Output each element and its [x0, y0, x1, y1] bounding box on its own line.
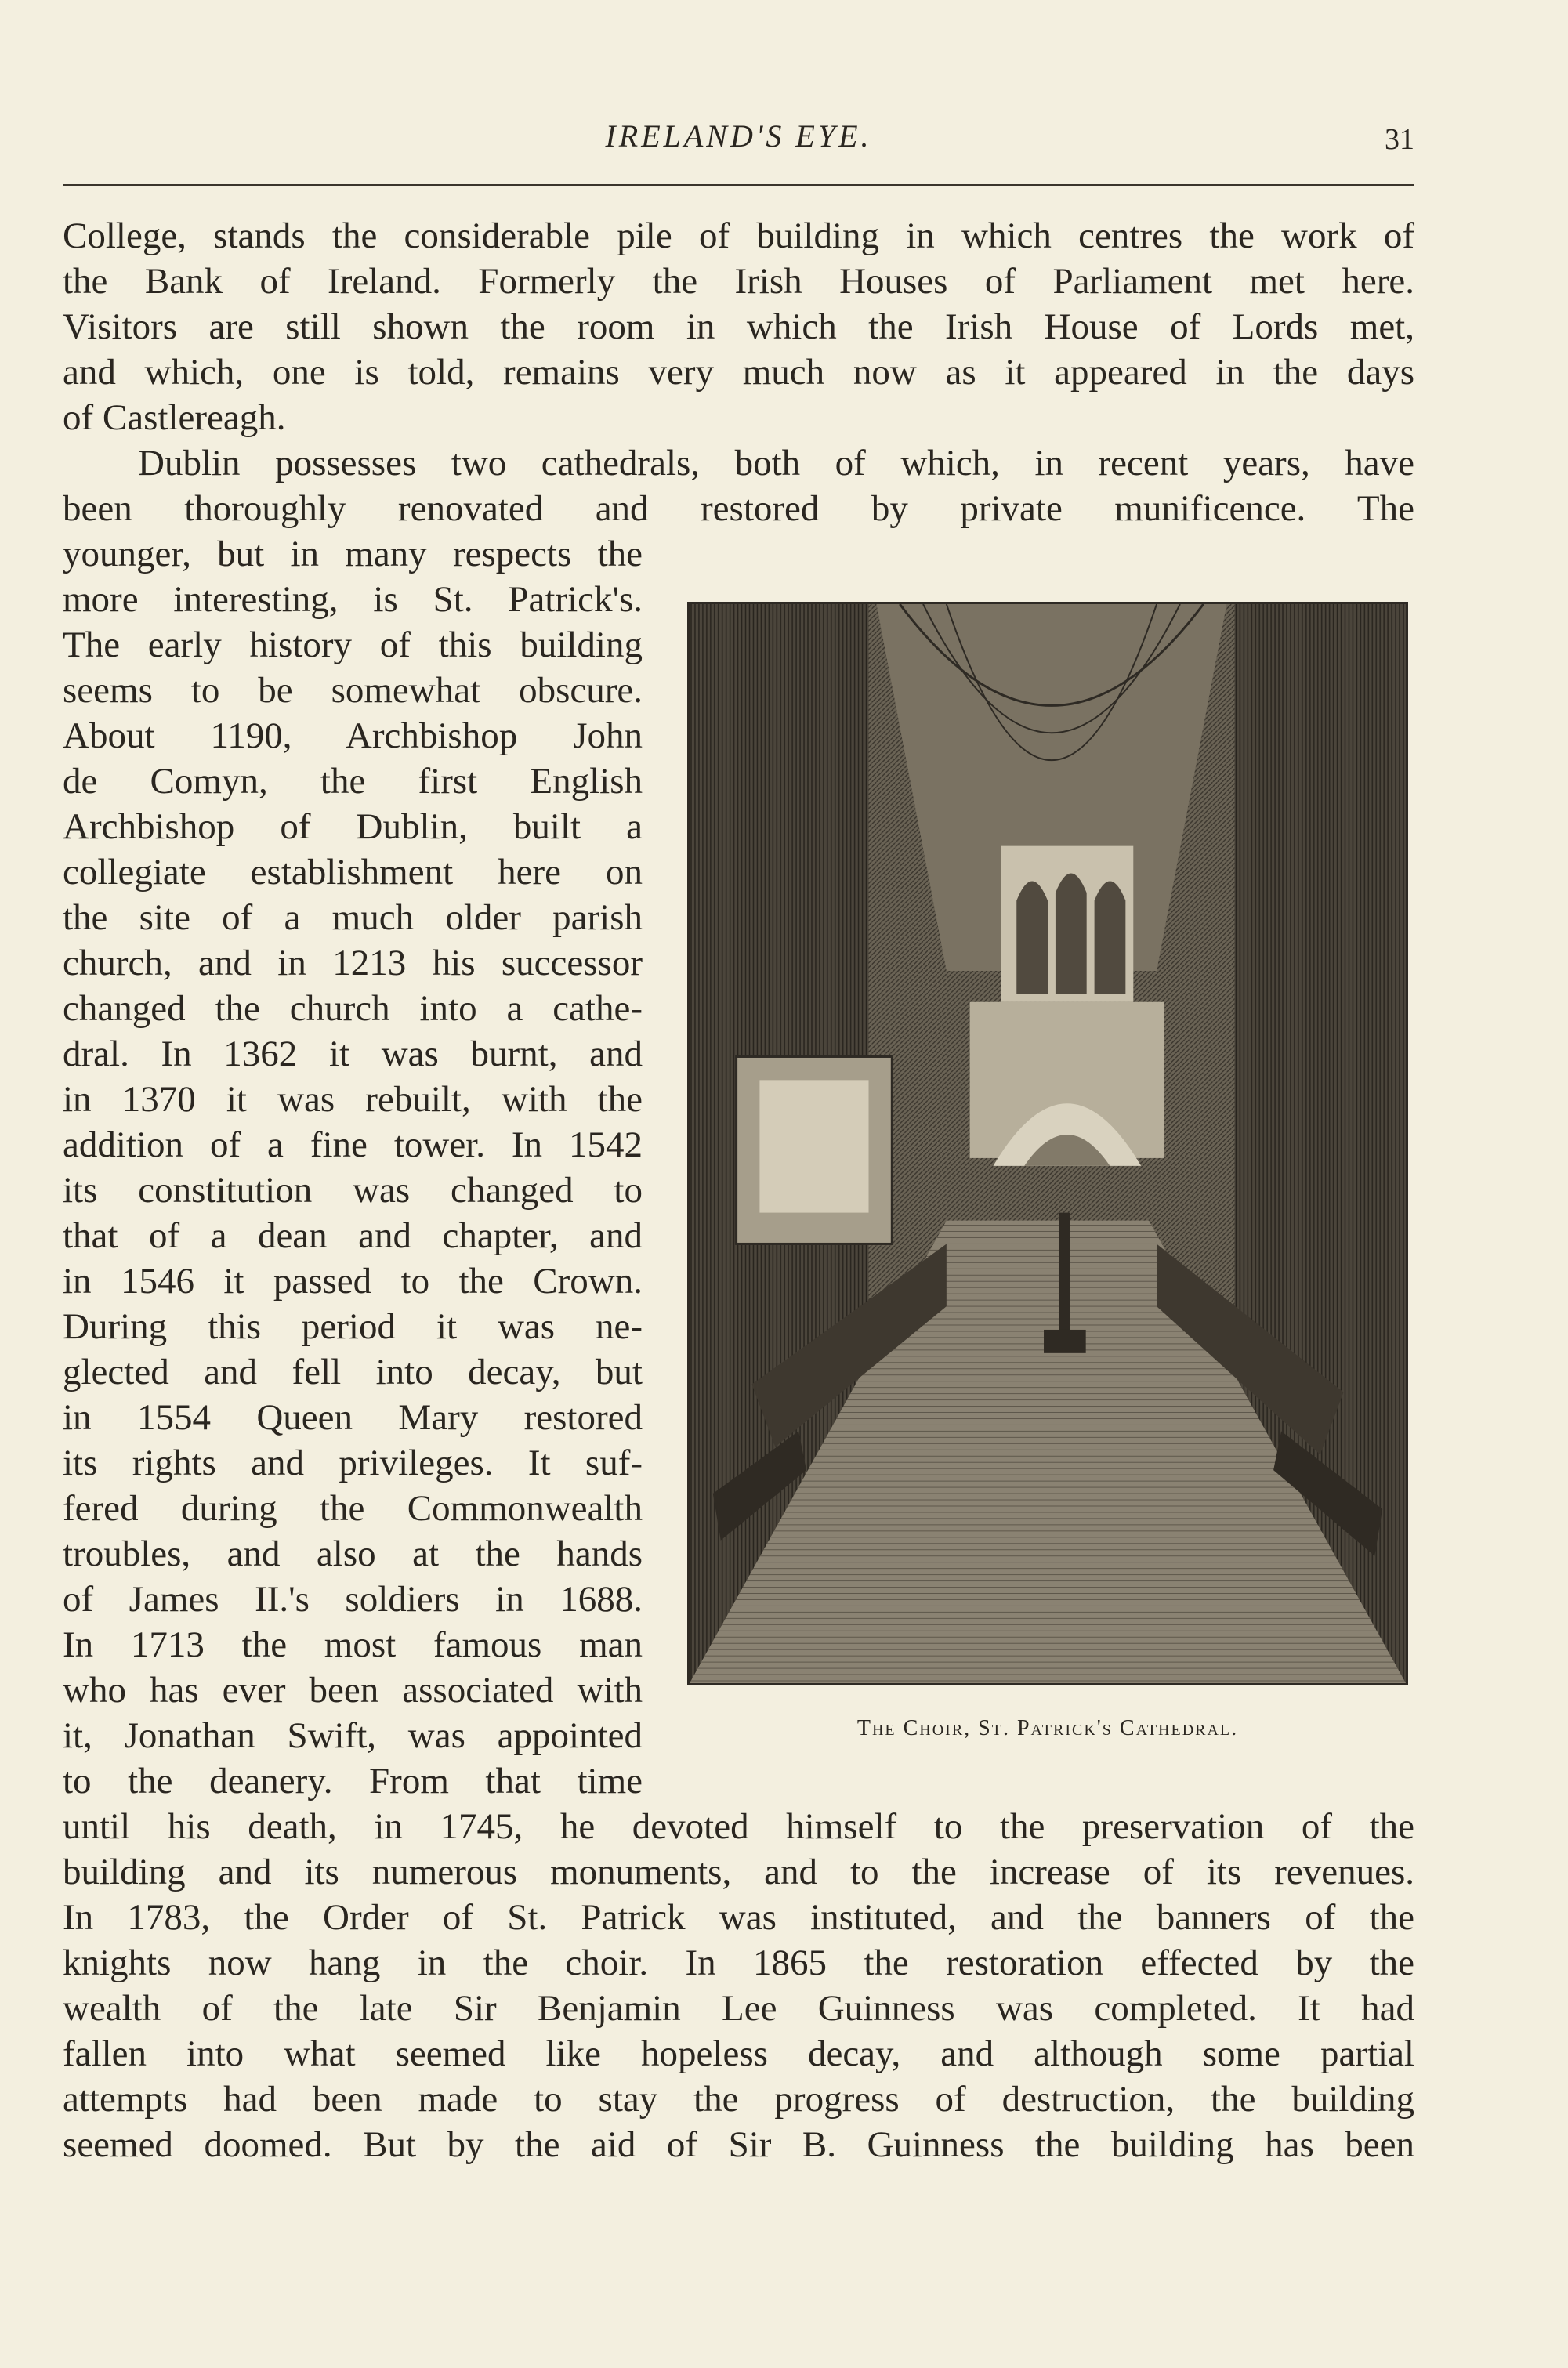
header-rule	[63, 184, 1414, 186]
text-line: the site of a much older parish	[63, 897, 643, 938]
text-line: building and its numerous monuments, and to the increase of its revenues.	[63, 1852, 1414, 1892]
text-line: In 1783, the Order of St. Patrick was instituted, and the banners of the	[63, 1897, 1414, 1938]
text-line: glected and fell into decay, but	[63, 1352, 643, 1392]
text-line: dral. In 1362 it was burnt, and	[63, 1034, 643, 1074]
text-line: collegiate establishment here on	[63, 852, 643, 893]
text-line: seemed doomed. But by the aid of Sir B. Guinness the building has been	[63, 2124, 1414, 2165]
text-line: Archbishop of Dublin, built a	[63, 806, 643, 847]
text-line: and which, one is told, remains very much now as it appeared in the days	[63, 352, 1414, 393]
text-line: College, stands the considerable pile of building in which centres the work of	[63, 215, 1414, 256]
text-line: until his death, in 1745, he devoted himself to the preservation of the	[63, 1806, 1414, 1847]
page-number: 31	[1385, 123, 1414, 156]
text-line: to the deanery. From that time	[63, 1761, 643, 1801]
text-line: younger, but in many respects the	[63, 534, 643, 574]
text-line: in 1370 it was rebuilt, with the	[63, 1079, 643, 1120]
text-line: more interesting, is St. Patrick's.	[63, 579, 643, 620]
page-header	[63, 118, 1414, 165]
text-line: fallen into what seemed like hopeless decay, and although some partial	[63, 2033, 1414, 2074]
choir-illustration	[690, 604, 1406, 1683]
text-line: fered during the Commonwealth	[63, 1488, 643, 1529]
text-line: seems to be somewhat obscure.	[63, 670, 643, 711]
text-line: of James II.'s soldiers in 1688.	[63, 1579, 643, 1620]
text-line: its rights and privileges. It suf-	[63, 1443, 643, 1483]
text-line: knights now hang in the choir. In 1865 the restoration effected by the	[63, 1943, 1414, 1983]
text-line: it, Jonathan Swift, was appointed	[63, 1715, 643, 1756]
text-line: troubles, and also at the hands	[63, 1533, 643, 1574]
text-line: Visitors are still shown the room in which the Irish House of Lords met,	[63, 306, 1414, 347]
text-line: of Castlereagh.	[63, 397, 286, 438]
text-line: that of a dean and chapter, and	[63, 1215, 643, 1256]
text-line: Dublin possesses two cathedrals, both of which, in recent years, have	[138, 443, 1414, 483]
figure-caption: The Choir, St. Patrick's Cathedral.	[856, 1716, 1239, 1740]
text-line: who has ever been associated with	[63, 1670, 643, 1711]
text-line: been thoroughly renovated and restored by private munificence. The	[63, 488, 1414, 529]
text-line: in 1546 it passed to the Crown.	[63, 1261, 643, 1302]
running-head: IRELAND'S EYE.	[605, 118, 872, 154]
text-line: In 1713 the most famous man	[63, 1624, 643, 1665]
text-line: wealth of the late Sir Benjamin Lee Guinness was completed. It had	[63, 1988, 1414, 2029]
text-line: The early history of this building	[63, 625, 643, 665]
text-line: its constitution was changed to	[63, 1170, 643, 1211]
text-line: church, and in 1213 his successor	[63, 943, 643, 983]
text-line: in 1554 Queen Mary restored	[63, 1397, 643, 1438]
text-line: addition of a fine tower. In 1542	[63, 1124, 643, 1165]
text-line: About 1190, Archbishop John	[63, 715, 643, 756]
cathedral-engraving	[687, 602, 1408, 1685]
text-line: the Bank of Ireland. Formerly the Irish Houses of Parliament met here.	[63, 261, 1414, 302]
text-line: de Comyn, the first English	[63, 761, 643, 802]
text-line: During this period it was ne-	[63, 1306, 643, 1347]
text-line: attempts had been made to stay the progress of destruction, the building	[63, 2079, 1414, 2120]
text-line: changed the church into a cathe-	[63, 988, 643, 1029]
